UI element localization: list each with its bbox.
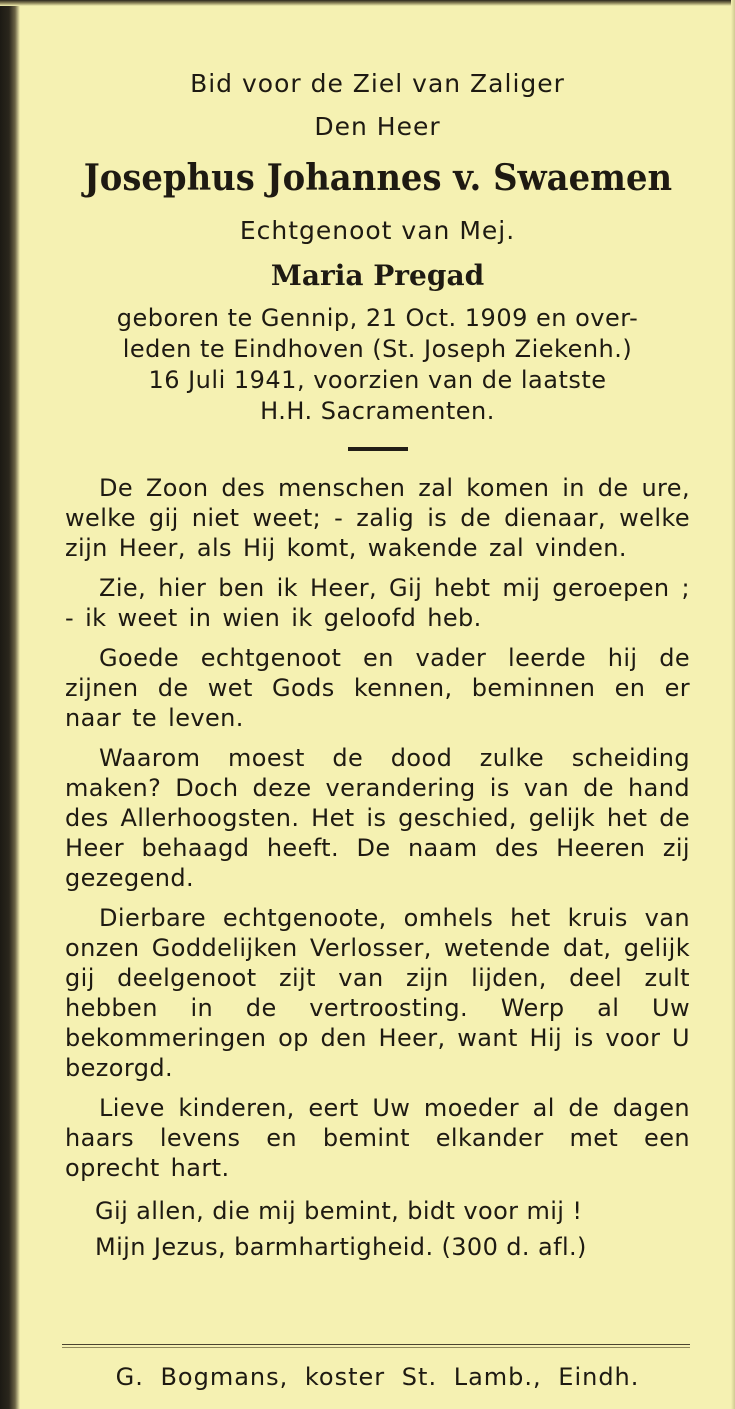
header-line-1: Bid voor de Ziel van Zaliger bbox=[190, 69, 565, 98]
paragraph-scripture: De Zoon des menschen zal komen in de ure, welke gij niet weet; - zalig is de dienaar, welke zijn Heer, als Hij komt, wakende zal vinden. bbox=[65, 474, 690, 562]
divider-rule bbox=[348, 447, 408, 451]
card-left-edge bbox=[0, 0, 20, 1409]
footer-rule bbox=[62, 1344, 690, 1345]
paragraph-children: Lieve kinderen, eert Uw moeder al de dagen haars levens en bemint elkander met een oprecht hart. bbox=[65, 1094, 690, 1182]
footer-rule-secondary bbox=[62, 1347, 690, 1348]
birth-death-details bbox=[65, 303, 690, 427]
spouse-intro: Echtgenoot van Mej. bbox=[239, 216, 516, 245]
paragraph-spouse: Dierbare echtgenoote, omhels het kruis van onzen Goddelijken Verlosser, wetende dat, gelijk gij deelgenoot zijt van zijn lijden, deel zult hebben in de vertroosting. Werp al Uw bekommeringen op den Heer, want Hij is voor U bezorgd. bbox=[65, 904, 690, 1082]
birth-death-line: geboren te Gennip, 21 Oct. 1909 en over- bbox=[116, 304, 639, 332]
paragraph-called: Zie, hier ben ik Heer, Gij hebt mij geroepen ; - ik weet in wien ik geloofd heb. bbox=[65, 574, 690, 632]
card-right-edge bbox=[731, 0, 735, 1409]
birth-death-line: H.H. Sacramenten. bbox=[260, 397, 495, 425]
birth-death-line: 16 Juli 1941, voorzien van de laatste bbox=[148, 366, 607, 394]
prayer-line: Gij allen, die mij bemint, bidt voor mij ! bbox=[95, 1197, 583, 1225]
birth-death-line: leden te Eindhoven (St. Joseph Ziekenh.) bbox=[122, 335, 633, 363]
printer-credit: G. Bogmans, koster St. Lamb., Eindh. bbox=[115, 1363, 640, 1391]
paragraph-why: Waarom moest de dood zulke scheiding maken? Doch deze verandering is van de hand des Allerhoogsten. Het is geschied, gelijk het de Heer behaagd heeft. De naam des Heeren zij gezegend. bbox=[65, 744, 690, 892]
deceased-name: Josephus Johannes v. Swaemen bbox=[83, 157, 673, 199]
card-content bbox=[65, 64, 690, 1265]
prayer-line: Mijn Jezus, barmhartigheid. (300 d. afl.) bbox=[95, 1233, 587, 1261]
paragraph-father: Goede echtgenoot en vader leerde hij de zijnen de wet Gods kennen, beminnen en er naar te leven. bbox=[65, 644, 690, 732]
spouse-name: Maria Pregad bbox=[270, 259, 485, 292]
card-top-edge bbox=[0, 0, 735, 6]
header-line-2: Den Heer bbox=[314, 112, 441, 141]
